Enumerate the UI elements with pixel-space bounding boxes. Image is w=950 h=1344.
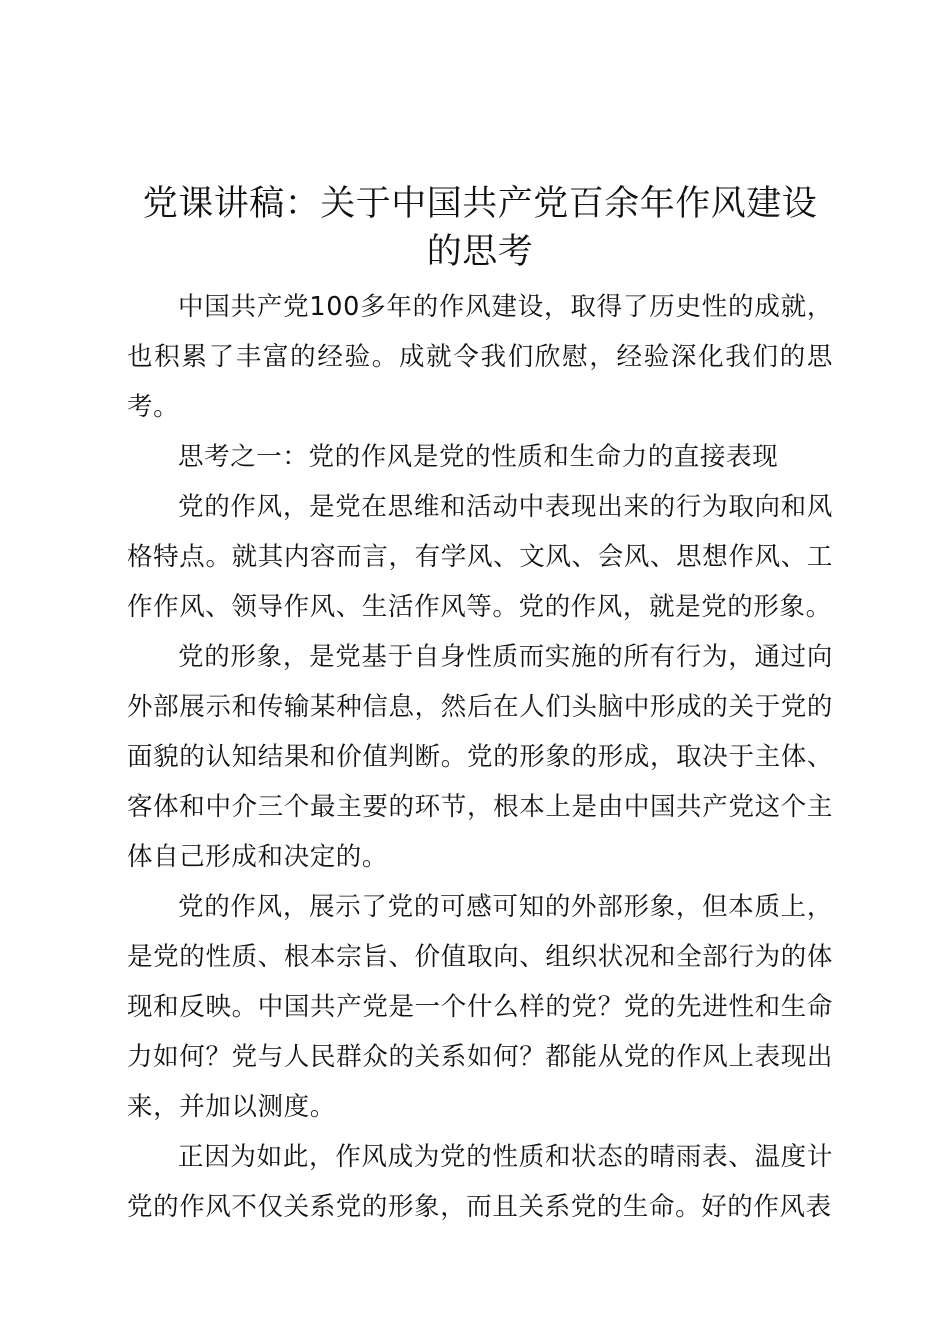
document-body: [127, 282, 833, 1232]
paragraph-intro: 中国共产党100多年的作风建设，取得了历史性的成就，也积累了丰富的经验。成就令我们欣慰，经验深化我们的思考。: [127, 292, 833, 422]
paragraph-party-style: 党的作风，是党在思维和活动中表现出来的行为取向和风格特点。就其内容而言，有学风、文风、会风、思想作风、工作作风、领导作风、生活作风等。党的作风，就是党的形象。: [127, 492, 833, 622]
paragraph-barometer: 正因为如此，作风成为党的性质和状态的晴雨表、温度计党的作风不仅关系党的形象，而且关系党的生命。好的作风表: [127, 1142, 833, 1222]
paragraph-party-image: 党的形象，是党基于自身性质而实施的所有行为，通过向外部展示和传输某种信息，然后在人们头脑中形成的关于党的面貌的认知结果和价值判断。党的形象的形成，取决于主体、客体和中介三个最主要的环节，根本上是由中国共产党这个主体自己形成和决定的。: [127, 642, 833, 872]
document-page: [127, 180, 833, 1232]
document-title: 党课讲稿：关于中国共产党百余年作风建设的思考: [142, 184, 818, 272]
paragraph-heading-thought-one: 思考之一：党的作风是党的性质和生命力的直接表现: [178, 442, 779, 472]
paragraph-style-reflection: 党的作风，展示了党的可感可知的外部形象，但本质上，是党的性质、根本宗旨、价值取向、组织状况和全部行为的体现和反映。中国共产党是一个什么样的党？党的先进性和生命力如何？党与人民群众的关系如何？都能从党的作风上表现出来，并加以测度。: [127, 892, 833, 1122]
